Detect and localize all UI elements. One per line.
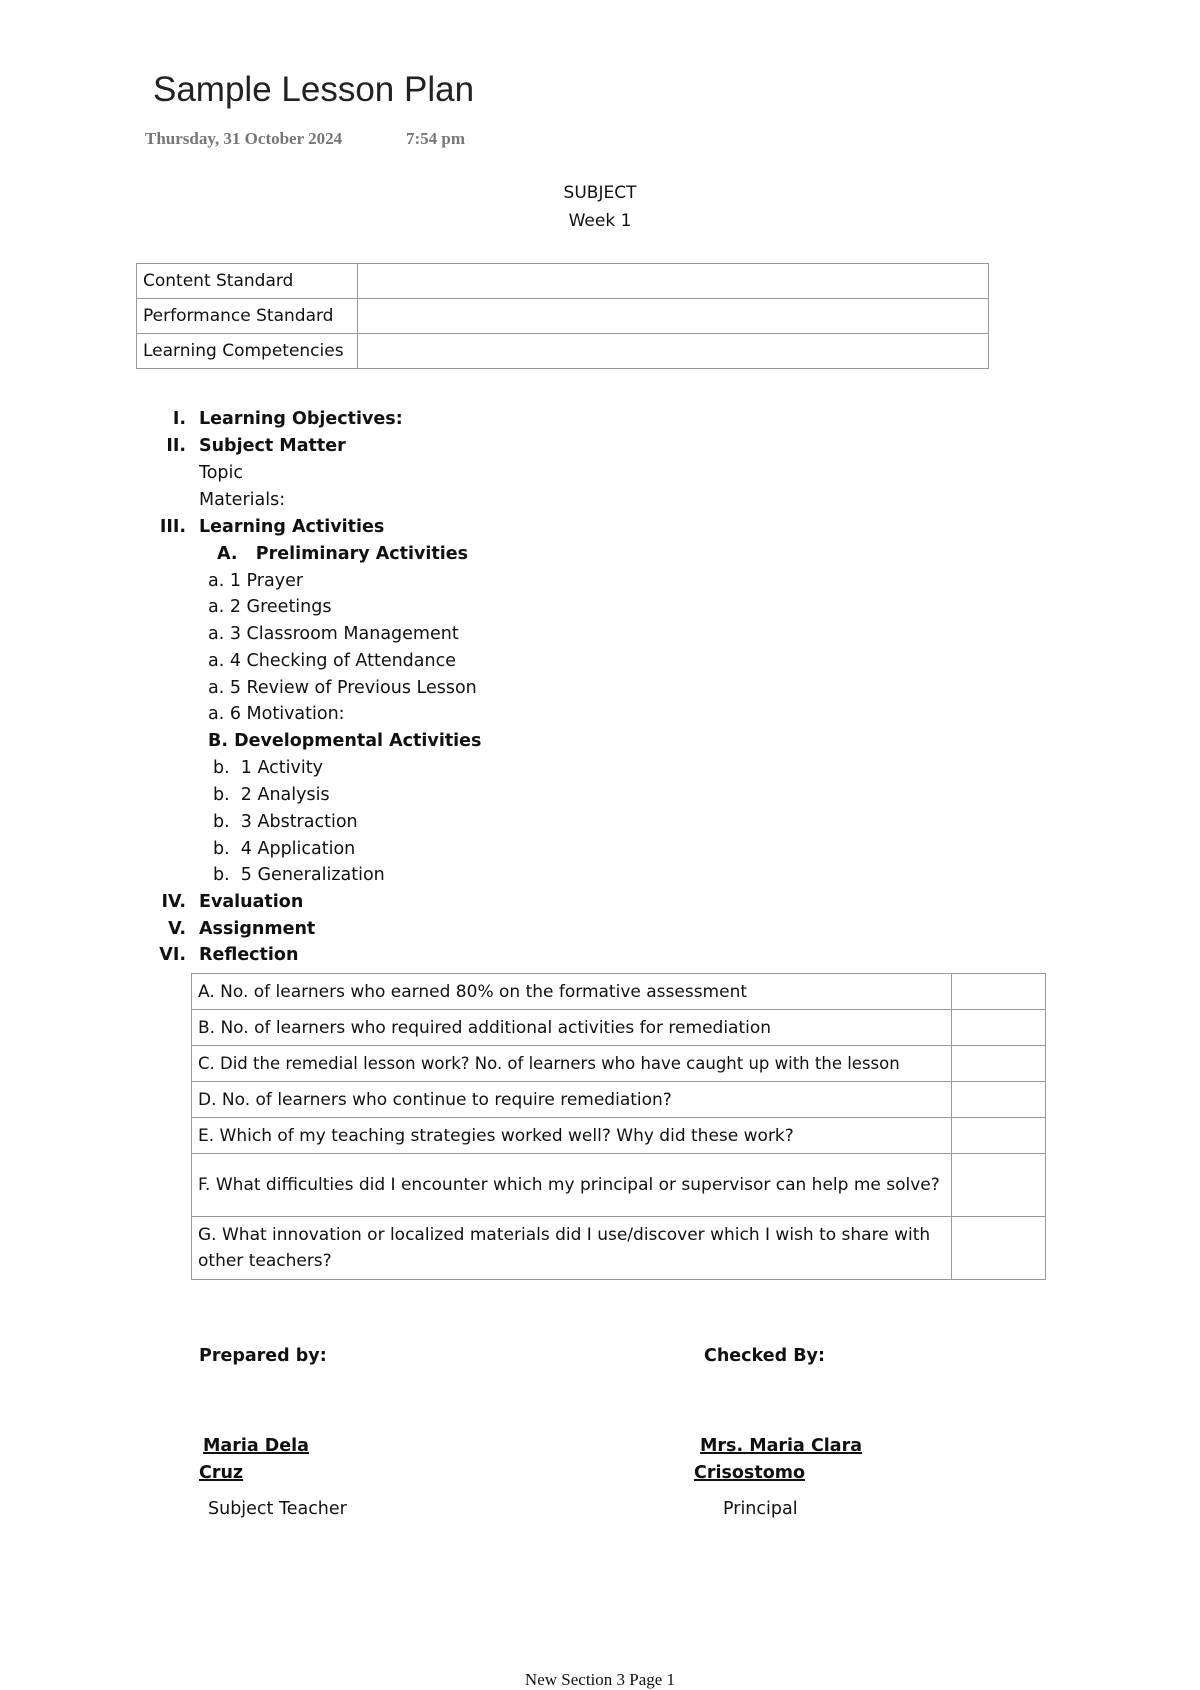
reflection-question: F. What difficulties did I encounter which my principal or supervisor can help me solve? (192, 1154, 952, 1217)
section-number: III. (159, 517, 186, 537)
subsection-heading: A. Preliminary Activities (217, 544, 469, 564)
reflection-answer (952, 1154, 1046, 1217)
checker-role: Principal (723, 1499, 798, 1519)
reflection-question: E. Which of my teaching strategies worked well? Why did these work? (192, 1118, 952, 1154)
materials-line: Materials: (199, 490, 286, 510)
standard-label: Content Standard (137, 264, 358, 299)
checked-by-label: Checked By: (704, 1346, 825, 1366)
reflection-answer (952, 974, 1046, 1010)
checker-name-line2: Crisostomo (694, 1463, 805, 1483)
table-row (192, 1118, 1046, 1154)
reflection-answer (952, 1010, 1046, 1046)
reflection-question: A. No. of learners who earned 80% on the formative assessment (192, 974, 952, 1010)
reflection-answer (952, 1217, 1046, 1280)
reflection-question: D. No. of learners who continue to require remediation? (192, 1082, 952, 1118)
section-number: VI. (159, 945, 186, 965)
reflection-answer (952, 1118, 1046, 1154)
section-heading: Assignment (199, 919, 316, 939)
list-item: a. 4 Checking of Attendance (208, 651, 456, 671)
subject-heading: SUBJECT (563, 183, 637, 203)
preparer-role: Subject Teacher (208, 1499, 347, 1519)
standard-label: Learning Competencies (137, 334, 358, 369)
page-date: Thursday, 31 October 2024 (145, 129, 343, 148)
section-heading: Reflection (199, 945, 299, 965)
list-item: a. 2 Greetings (208, 597, 332, 617)
section-heading: Evaluation (199, 892, 304, 912)
standard-value (358, 264, 989, 299)
reflection-table (191, 973, 1046, 1280)
subsection-heading: B. Developmental Activities (208, 731, 482, 751)
section-heading: Learning Objectives: (199, 409, 403, 429)
page-footer: New Section 3 Page 1 (524, 1670, 676, 1689)
week-heading: Week 1 (568, 211, 632, 231)
standards-table (136, 263, 989, 369)
table-row (192, 1046, 1046, 1082)
section-number: I. (172, 409, 186, 429)
section-number: IV. (161, 892, 186, 912)
page-time: 7:54 pm (406, 129, 466, 148)
list-item: a. 6 Motivation: (208, 704, 345, 724)
section-heading: Learning Activities (199, 517, 385, 537)
table-row (192, 974, 1046, 1010)
standard-value (358, 334, 989, 369)
list-item: b. 2 Analysis (213, 785, 330, 805)
page-title: Sample Lesson Plan (153, 70, 475, 109)
checker-name-line1: Mrs. Maria Clara (700, 1436, 863, 1456)
prepared-by-label: Prepared by: (199, 1346, 327, 1366)
table-row (192, 1010, 1046, 1046)
table-row (137, 299, 989, 334)
list-item: a. 5 Review of Previous Lesson (208, 678, 477, 698)
table-row (192, 1154, 1046, 1217)
standard-value (358, 299, 989, 334)
table-row (137, 264, 989, 299)
reflection-answer (952, 1046, 1046, 1082)
reflection-question: B. No. of learners who required additional activities for remediation (192, 1010, 952, 1046)
list-item: b. 3 Abstraction (213, 812, 358, 832)
list-item: b. 4 Application (213, 839, 356, 859)
table-row (192, 1082, 1046, 1118)
list-item: a. 3 Classroom Management (208, 624, 459, 644)
list-item: b. 1 Activity (213, 758, 323, 778)
section-number: II. (166, 436, 186, 456)
preparer-name-line1: Maria Dela (203, 1436, 309, 1456)
section-number: V. (168, 919, 186, 939)
list-item: a. 1 Prayer (208, 571, 304, 591)
standard-label: Performance Standard (137, 299, 358, 334)
table-row (137, 334, 989, 369)
section-heading: Subject Matter (199, 436, 346, 456)
reflection-question: C. Did the remedial lesson work? No. of learners who have caught up with the lesson (192, 1046, 952, 1082)
table-row (192, 1217, 1046, 1280)
preparer-name-line2: Cruz (199, 1463, 244, 1483)
list-item: b. 5 Generalization (213, 865, 385, 885)
reflection-answer (952, 1082, 1046, 1118)
topic-line: Topic (199, 463, 244, 483)
reflection-question: G. What innovation or localized materials did I use/discover which I wish to share with other teachers? (192, 1217, 952, 1280)
